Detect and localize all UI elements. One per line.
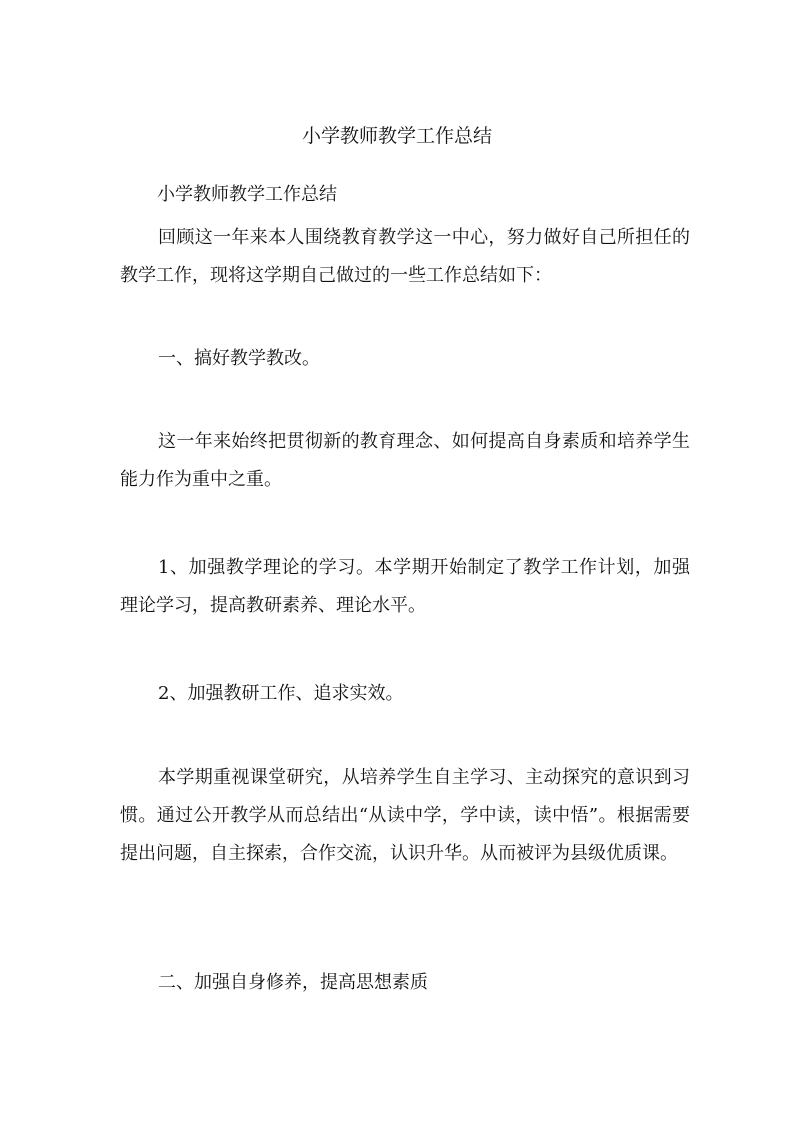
section-heading-1: 一、搞好教学教改。 [158, 348, 320, 369]
page-title: 小学教师教学工作总结 [301, 125, 492, 147]
document-subtitle: 小学教师教学工作总结 [157, 184, 337, 205]
paragraph-research: 本学期重视课堂研究，从培养学生自主学习、主动探究的意识到习惯。通过公开教学从而总结出“从读中学，学中读，读中悟”。根据需要提出问题，自主探索，合作交流，认识升华。从而被评为县级优质课。 [120, 767, 690, 864]
paragraph-item-2: 2、加强教研工作、追求实效。 [158, 683, 404, 704]
paragraph-intro: 回顾这一年来本人围绕教育教学这一中心，努力做好自己所担任的教学工作，现将这学期自己做过的一些工作总结如下： [120, 227, 690, 286]
paragraph-item-1: 1、加强教学理论的学习。本学期开始制定了教学工作计划，加强理论学习，提高教研素养、理论水平。 [120, 557, 690, 616]
paragraph-section-1: 这一年来始终把贯彻新的教育理念、如何提高自身素质和培养学生能力作为重中之重。 [120, 431, 690, 490]
section-heading-2: 二、加强自身修养，提高思想素质 [158, 972, 428, 993]
